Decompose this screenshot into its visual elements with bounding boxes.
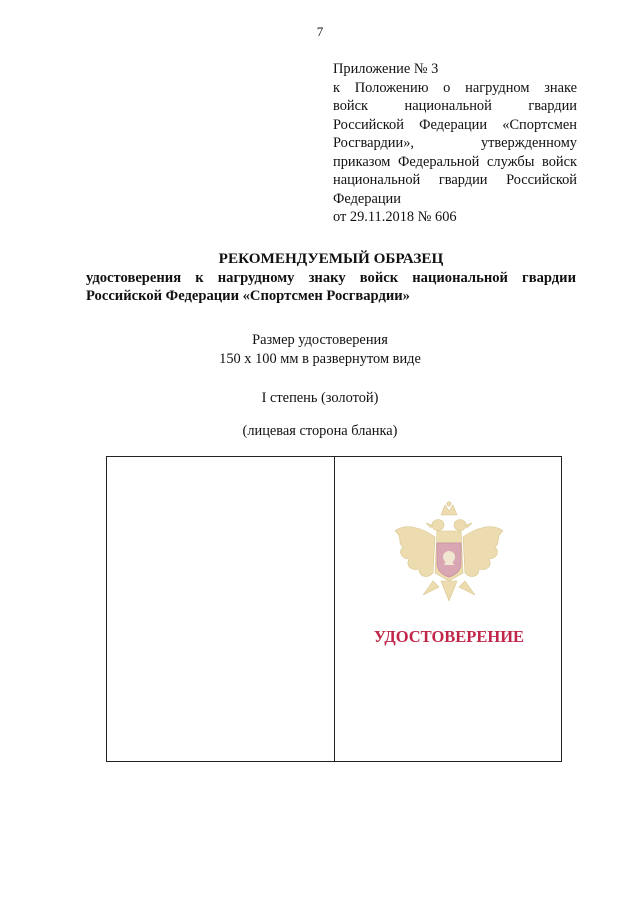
appendix-line: от 29.11.2018 № 606	[333, 209, 457, 225]
appendix-line: национальной гвардии Российской	[333, 172, 577, 188]
appendix-line: Приложение № 3	[333, 61, 439, 77]
appendix-line: Российской Федерации «Спортсмен	[333, 116, 577, 133]
certificate-label: УДОСТОВЕРЕНИЕ	[373, 627, 525, 646]
form-fold-divider	[334, 457, 335, 761]
side-label: (лицевая сторона бланка)	[242, 423, 398, 439]
document-title	[86, 250, 576, 306]
title-line-subject: удостоверения к нагрудному знаку войск национальной гвардии	[86, 269, 576, 286]
title-line-sample: РЕКОМЕНДУЕМЫЙ ОБРАЗЕЦ	[218, 250, 444, 267]
size-info-line: Размер удостоверения	[252, 332, 388, 348]
title-line-subject-end: Российской Федерации «Спортсмен Росгвардии»	[86, 288, 410, 304]
degree-label: I степень (золотой)	[261, 390, 379, 406]
appendix-line: к Положению о нагрудном знаке	[333, 79, 577, 96]
size-info-line: 150 х 100 мм в развернутом виде	[219, 350, 421, 367]
appendix-line: войск национальной гвардии	[333, 98, 577, 114]
double-headed-eagle-emblem-icon	[393, 501, 505, 610]
appendix-line: Федерации	[333, 190, 401, 207]
appendix-line: приказом Федеральной службы войск	[333, 153, 577, 170]
certificate-form	[106, 456, 562, 762]
appendix-line: Росгвардии», утвержденному	[333, 135, 577, 151]
page-number: 7	[316, 24, 324, 39]
appendix-header	[333, 60, 577, 227]
size-info	[0, 331, 640, 368]
